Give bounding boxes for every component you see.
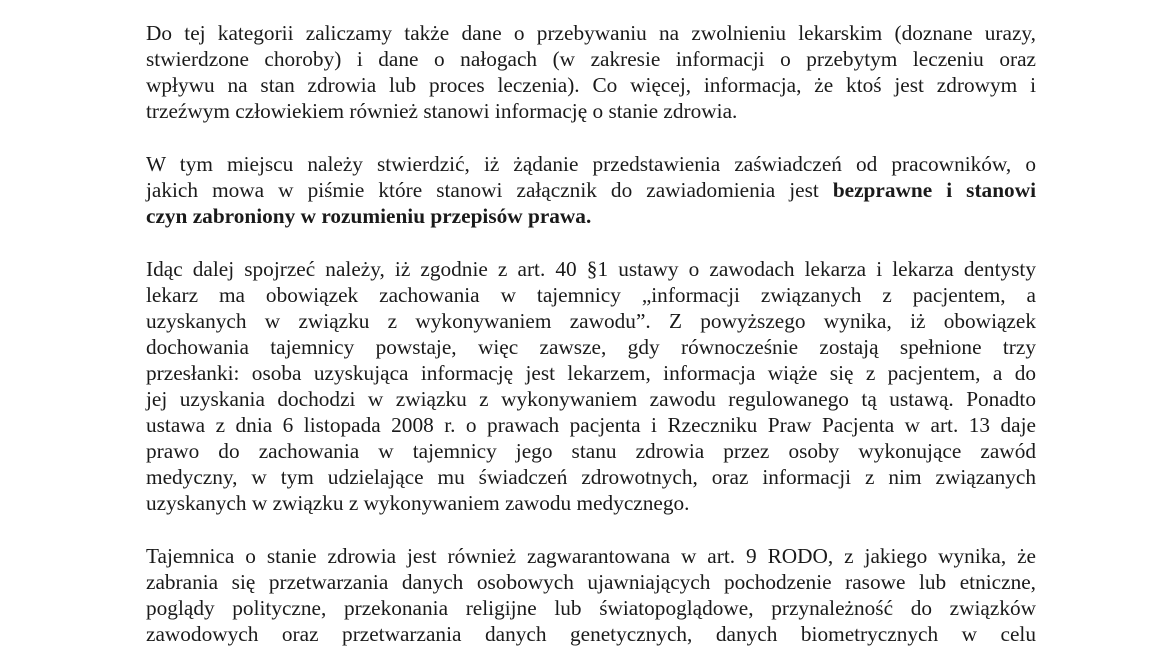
text-line [146, 177, 1036, 203]
text-line: stwierdzone choroby) i dane o nałogach (w zakresie informacji o przebytym leczeniu oraz [146, 47, 1036, 71]
text-line: jej uzyskania dochodzi w związku z wykonywaniem zawodu regulowanego tą ustawą. Ponadto [146, 387, 1036, 411]
text-line: trzeźwym człowiekiem również stanowi informację o stanie zdrowia. [146, 99, 738, 123]
text-line: zawodowych oraz przetwarzania danych genetycznych, danych biometrycznych w celu [146, 622, 1036, 646]
text-line: uzyskanych w związku z wykonywaniem zawodu medycznego. [146, 491, 690, 515]
text-bold-emphasis: bezprawne i stanowi [832, 178, 1036, 202]
text-line [146, 203, 1036, 229]
text-line: ustawa z dnia 6 listopada 2008 r. o prawach pacjenta i Rzeczniku Praw Pacjenta w art. 13 daje [146, 413, 1036, 437]
text-line: dochowania tajemnicy powstaje, więc zawsze, gdy równocześnie zostają spełnione trzy [146, 335, 1036, 359]
text-line: prawo do zachowania w tajemnicy jego stanu zdrowia przez osoby wykonujące zawód [146, 439, 1036, 463]
text-line: poglądy polityczne, przekonania religijne lub światopoglądowe, przynależność do związków [146, 596, 1036, 620]
text-normal: jakich mowa w piśmie które stanowi załącznik do zawiadomienia jest [146, 178, 833, 202]
text-line: zabrania się przetwarzania danych osobowych ujawniających pochodzenie rasowe lub etniczne, [146, 570, 1036, 594]
text-bold-emphasis: czyn zabroniony w rozumieniu przepisów prawa. [146, 204, 592, 228]
text-line: wpływu na stan zdrowia lub proces leczenia). Co więcej, informacja, że ktoś jest zdrowym i [146, 73, 1036, 97]
text-line: uzyskanych w związku z wykonywaniem zawodu”. Z powyższego wynika, iż obowiązek [146, 309, 1036, 333]
text-line: lekarz ma obowiązek zachowania w tajemnicy „informacji związanych z pacjentem, a [146, 283, 1036, 307]
text-line: medyczny, w tym udzielające mu świadczeń zdrowotnych, oraz informacji z nim związanych [146, 465, 1036, 489]
text-line: Do tej kategorii zaliczamy także dane o przebywaniu na zwolnieniu lekarskim (doznane urazy, [146, 21, 1036, 45]
text-line: Tajemnica o stanie zdrowia jest również zagwarantowana w art. 9 RODO, z jakiego wynika, że [146, 544, 1036, 568]
text-line: W tym miejscu należy stwierdzić, iż żądanie przedstawienia zaświadczeń od pracowników, o [146, 152, 1036, 176]
text-line: Idąc dalej spojrzeć należy, iż zgodnie z art. 40 §1 ustawy o zawodach lekarza i lekarza dentysty [146, 257, 1036, 281]
text-line: przesłanki: osoba uzyskująca informację jest lekarzem, informacja wiąże się z pacjentem, a do [146, 361, 1036, 385]
